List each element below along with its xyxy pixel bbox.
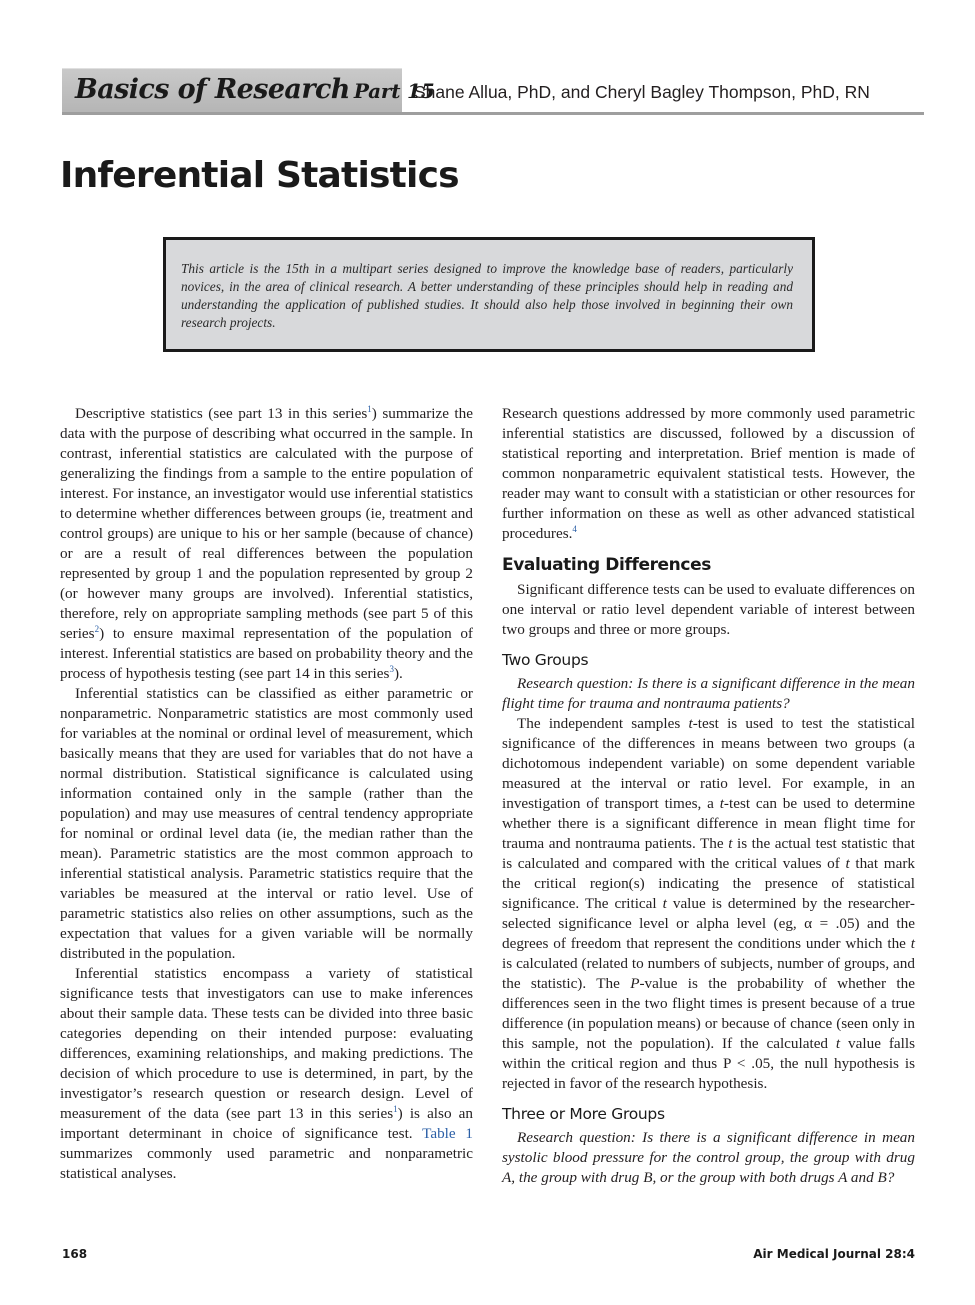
header-rule <box>62 112 924 115</box>
paragraph: Descriptive statistics (see part 13 in this series$^1$) summarize the data with the purpose of describing what occurred in the sample. In contrast, inferential statistics are calculated with the purpose of generalizing the findings from a sample to the entire population of interest. For instance, an investigator would use inferential statistics to determine whether differences between groups (ie, treatment and control groups) are unique to his or her sample (because of chance) or are a result of real differences between the population represented by group 1 and the population represented by group 2 (or however many groups are involved). Inferential statistics, therefore, rely on appropriate sampling methods (see part 5 of this series$^2$) to ensure maximal representation of the population of interest. Inferential statistics are based on probability theory and the process of hypothesis testing (see part 14 in this series$^3$). <box>60 403 473 682</box>
journal-citation: Air Medical Journal 28:4 <box>753 1247 915 1261</box>
subsection-heading: Three or More Groups <box>502 1105 665 1123</box>
paragraph: Research questions addressed by more commonly used parametric inferential statistics are discussed, followed by a discussion of statistical reporting and interpretation. Brief mention is made of common nonparametric equivalent statistical tests. However, the reader may want to consult with a statistician or other resources for further information on these as well as other advanced statistical procedures.$^4$ <box>502 405 915 542</box>
part-label: Part 15 <box>353 79 435 103</box>
reference-link[interactable]: 3 <box>389 663 394 674</box>
paragraph: Significant difference tests can be used to evaluate differences on one interval or ratio level dependent variable of interest between two groups and three or more groups. <box>502 581 915 638</box>
reference-link[interactable]: 1 <box>367 403 372 414</box>
page-number: 168 <box>62 1247 88 1261</box>
series-title: Basics of Research Part 15 <box>75 74 435 105</box>
right-column <box>502 404 915 1188</box>
reference-link[interactable]: 4 <box>572 523 577 534</box>
research-question: Research question: Is there is a significant difference in the mean flight time for trauma and nontrauma patients? <box>502 675 915 712</box>
research-question: Research question: Is there is a significant difference in mean systolic blood pressure for the control group, the group with drug A, the group with drug B, or the group with both drugs A and B? <box>502 1129 915 1186</box>
abstract-text: This article is the 15th in a multipart series designed to improve the knowledge base of readers, particularly novices, in the area of clinical research. A better understanding of these principles should help in reading and understanding the application of published studies. It should also help those involved in beginning their own research projects. <box>181 261 793 330</box>
reference-link[interactable]: 1 <box>393 1103 398 1114</box>
section-heading: Evaluating Differences <box>502 555 711 575</box>
abstract-box <box>163 237 815 352</box>
subsection-heading: Two Groups <box>502 651 589 669</box>
table-link[interactable]: Table 1 <box>422 1125 473 1142</box>
left-column <box>60 404 473 1184</box>
reference-link[interactable]: 2 <box>94 623 100 634</box>
authors: Shane Allua, PhD, and Cheryl Bagley Thompson, PhD, RN <box>414 82 870 102</box>
article-title: Inferential Statistics <box>60 155 459 196</box>
paragraph: Inferential statistics can be classified as either parametric or nonparametric. Nonparametric statistics are most commonly used for variables at the nominal or ordinal level of measurement, which basically means that they are used for variables that do not have a normal distribution. Statistical significance is calculated using information contained only in the sample (rather than the population) and may use measures of central tendency appropriate for nominal or ordinal level data (ie, the median rather than the mean). Parametric statistics are the most common approach to inferential statistical analysis. Parametric statistics require that the variables be measured at the interval or ratio level. Use of parametric statistics also relies on other assumptions, such as the expectation that values for a given variable will be normally distributed in the population. <box>60 685 473 962</box>
paragraph: Inferential statistics encompass a variety of statistical significance tests that investigators can use to make inferences about their sample data. These tests can be divided into three basic categories depending on their intended purpose: evaluating differences, examining relationships, and making predictions. The decision of which procedure to use is determined, in part, by the investigator’s research question or research design. Level of measurement of the data (see part 13 in this series$^1$) is also an important determinant in choice of significance test. Table 1 summarizes commonly used parametric and nonparametric statistical analyses. <box>60 965 473 1182</box>
paragraph: The independent samples t-test is used to test the statistical significance of the differences in means between two groups (a dichotomous independent variable) on some dependent variable measured at the interval or ratio level. For example, in an investigation of transport times, a t-test can be used to determine whether there is a significant difference in mean flight time for trauma and nontrauma patients. The t is the actual test statistic that is calculated and compared with the critical values of t that mark the critical region(s) indicating the presence of statistical significance. The critical t value is determined by the researcher-selected significance level or alpha level (eg, α = .05) and the degrees of freedom that represent the conditions under which the t is calculated (related to numbers of subjects, number of groups, and the statistic). The P-value is the probability of whether the differences seen in the two flight times is present because of a true difference (in population means) or because of chance (seen only in this sample, not the population). If the calculated t value falls within the critical region and thus P < .05, the null hypothesis is rejected in favor of the research hypothesis. <box>502 715 915 1092</box>
